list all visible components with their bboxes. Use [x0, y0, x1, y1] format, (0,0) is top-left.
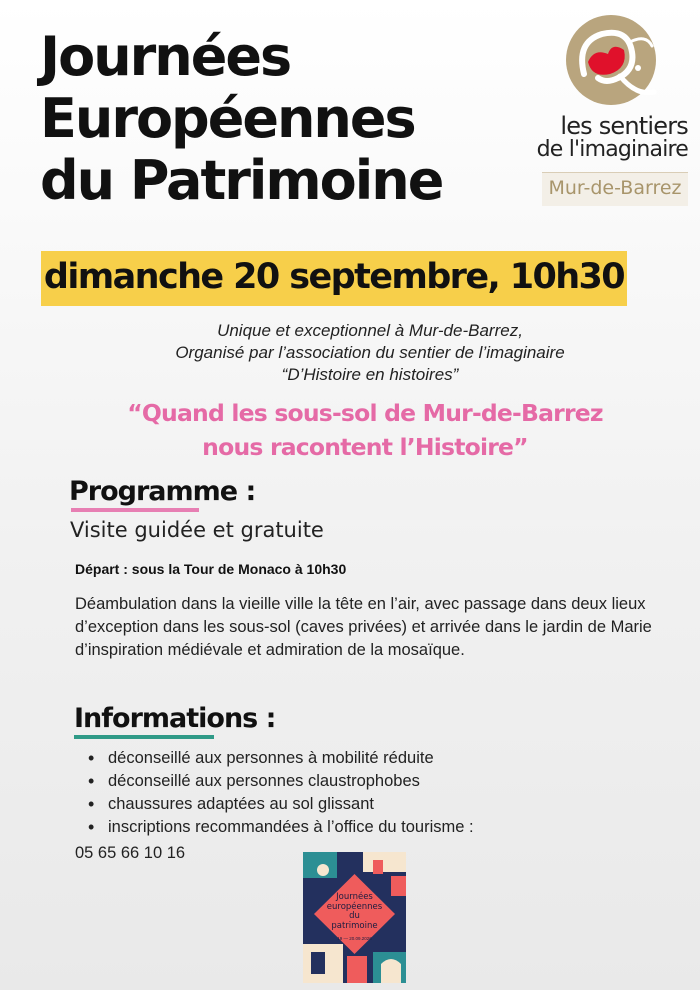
phone-number: 05 65 66 10 16: [75, 844, 186, 862]
informations-underline: [74, 735, 214, 739]
poster-dates: 19 — 20.09.2026: [337, 936, 372, 941]
date-banner: [41, 251, 627, 306]
poster-title: [303, 893, 406, 931]
programme-description: Déambulation dans la vieille ville la tête en l’air, avec passage dans deux lieux d’exception dans les sous-sol (caves privées) et arrivée dans le jardin de Marie d’inspiration médiévale et admiration de la mosaïque.: [75, 595, 652, 659]
date-text: dimanche 20 septembre, 10h30: [43, 257, 625, 297]
informations-section-heading: [74, 703, 275, 734]
programme-heading: Programme :: [69, 476, 256, 507]
intro-line-2: Organisé par l’association du sentier de l’imaginaire: [175, 343, 565, 362]
title-line-2: Européennes: [40, 87, 415, 150]
intro-text: [50, 320, 690, 386]
departure-info: Départ : sous la Tour de Monaco à 10h30: [75, 561, 347, 577]
logo-place-box: [542, 172, 688, 206]
logo-place: Mur-de-Barrez: [548, 177, 682, 199]
title-line-1: Journées: [40, 25, 291, 88]
poster-title-line-3: du: [349, 911, 360, 921]
informations-list: [80, 747, 474, 839]
title-line-3: du Patrimoine: [40, 149, 443, 212]
logo-name-line-1: les sentiers: [560, 112, 688, 140]
logo-name: [536, 114, 688, 162]
poster-title-line-1: Journées: [336, 892, 373, 902]
programme-underline: [71, 508, 199, 512]
programme-subtitle: Visite guidée et gratuite: [70, 518, 324, 542]
logo-name-line-2: de l'imaginaire: [536, 137, 688, 162]
intro-line-1: Unique et exceptionnel à Mur-de-Barrez,: [217, 321, 523, 340]
quote-line-2: nous racontent l’Histoire”: [202, 433, 528, 461]
poster-title-line-4: patrimoine: [331, 920, 378, 931]
list-item: • chaussures adaptées au sol glissant: [80, 793, 474, 816]
logo-emblem-icon: [536, 12, 688, 112]
tagline-quote: [40, 396, 690, 464]
sentiers-logo: [536, 12, 688, 200]
intro-line-3: “D’Histoire en histoires”: [281, 365, 459, 384]
list-item: • déconseillé aux personnes claustrophobes: [80, 770, 474, 793]
heritage-days-poster: [303, 852, 406, 983]
informations-heading: Informations :: [74, 703, 276, 734]
list-item: • inscriptions recommandées à l’office du tourisme :: [80, 816, 474, 839]
list-item: • déconseillé aux personnes à mobilité réduite: [80, 747, 474, 770]
programme-section-heading: [69, 476, 255, 507]
poster-title-line-2: européennes: [326, 901, 383, 912]
quote-line-1: “Quand les sous-sol de Mur-de-Barrez: [127, 399, 603, 427]
page-title: [40, 26, 442, 212]
